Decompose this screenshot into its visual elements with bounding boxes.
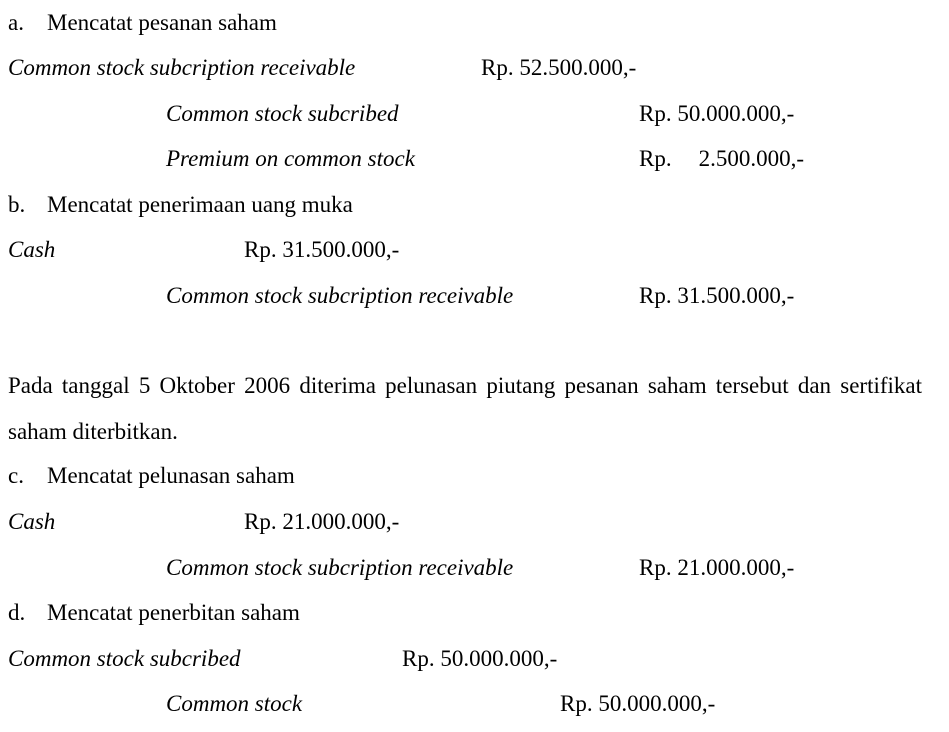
section-a-title: Mencatat pesanan saham <box>47 10 277 35</box>
section-d-credit-amount: Rp. 50.000.000,- <box>560 691 716 716</box>
section-d-letter: d. <box>8 600 26 625</box>
section-d-heading <box>8 598 300 628</box>
section-b-title: Mencatat penerimaan uang muka <box>47 192 353 217</box>
section-b-debit-amount: Rp. 31.500.000,- <box>244 237 400 262</box>
section-d-debit-account: Common stock subcribed <box>8 646 241 671</box>
section-c-letter: c. <box>8 463 24 488</box>
section-a-credit-2-account: Premium on common stock <box>166 146 415 171</box>
settlement-paragraph: Pada tanggal 5 Oktober 2006 diterima pelunasan piutang pesanan saham tersebut dan sertifikat saham diterbitkan. <box>8 373 922 444</box>
section-d-title: Mencatat penerbitan saham <box>47 600 300 625</box>
section-c-title: Mencatat pelunasan saham <box>47 463 295 488</box>
section-a-credit-2-amount <box>639 144 804 174</box>
section-b-debit-account: Cash <box>8 237 56 262</box>
section-a-credit-1-account: Common stock subcribed <box>166 101 399 126</box>
section-c-credit-amount: Rp. 21.000.000,- <box>639 555 795 580</box>
section-c-debit-account: Cash <box>8 509 56 534</box>
section-c-debit-amount: Rp. 21.000.000,- <box>244 509 400 534</box>
section-a-debit-account: Common stock subcription receivable <box>8 55 356 80</box>
section-b-heading <box>8 190 353 220</box>
section-a-heading <box>8 8 277 38</box>
section-b-credit-account: Common stock subcription receivable <box>166 283 514 308</box>
section-d-debit-amount: Rp. 50.000.000,- <box>402 646 558 671</box>
section-c-credit-account: Common stock subcription receivable <box>166 555 514 580</box>
section-d-credit-account: Common stock <box>166 691 303 716</box>
section-b-letter: b. <box>8 192 26 217</box>
section-a-letter: a. <box>8 10 24 35</box>
section-a-credit-2-currency: Rp. <box>639 146 672 171</box>
section-a-credit-1-amount: Rp. 50.000.000,- <box>639 101 795 126</box>
section-c-heading <box>8 461 295 491</box>
section-a-debit-amount: Rp. 52.500.000,- <box>481 55 637 80</box>
section-b-credit-amount: Rp. 31.500.000,- <box>639 283 795 308</box>
section-a-credit-2-value: 2.500.000,- <box>698 146 805 171</box>
